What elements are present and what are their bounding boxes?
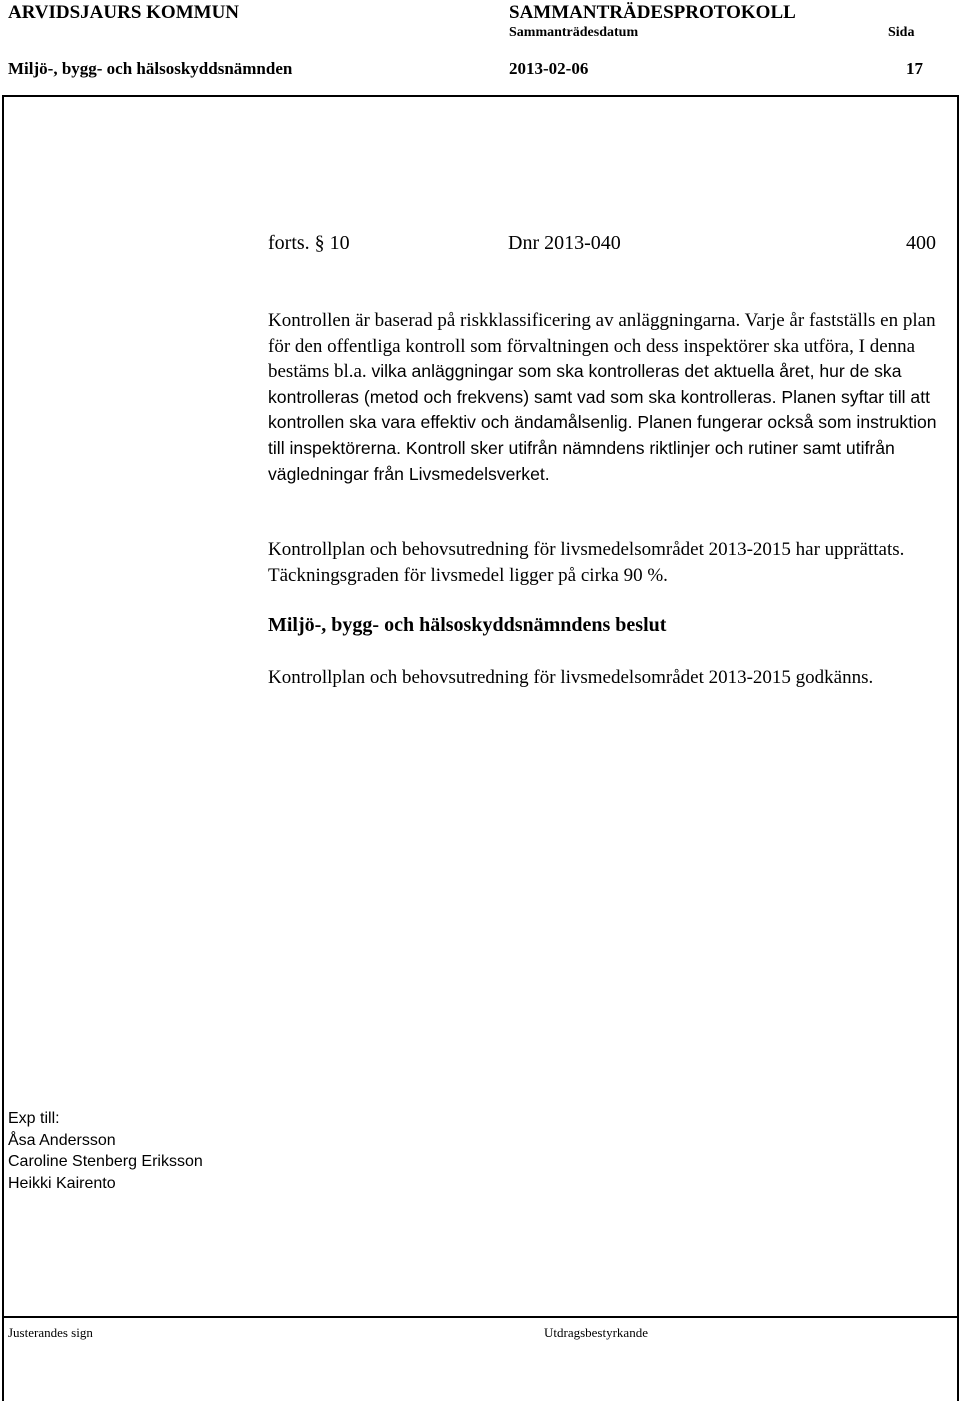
distribution-recipient: Åsa Andersson [8, 1131, 116, 1149]
body-paragraph-1 [268, 308, 948, 487]
case-continuation: forts. § 10 [268, 232, 350, 254]
committee-name: Miljö-, bygg- och hälsoskyddsnämnden [8, 59, 293, 78]
adjuster-sign-label: Justerandes sign [8, 1325, 93, 1340]
case-dnr: Dnr 2013-040 [508, 232, 621, 254]
body-paragraph-1-sans: vilka anläggningar som ska kontrolleras det aktuella året, hur de ska kontrolleras (metod och frekvens) samt vad som ska kontrolleras. Planen syftar till att kontrollen ska vara effektiv och ändamålsenlig. Planen fungerar också som instruktion till inspektörerna. Kontroll sker utifrån nämndens riktlinjer och rutiner samt utifrån vägledningar från Livsmedelsverket. [268, 361, 937, 484]
signature-divider [2, 1316, 959, 1318]
decision-heading: Miljö-, bygg- och hälsoskyddsnämndens beslut [268, 614, 667, 636]
distribution-label: Exp till: [8, 1110, 60, 1127]
distribution-recipient: Heikki Kairento [8, 1174, 116, 1192]
body-paragraph-1-serif: Kontrollen är baserad på riskklassificering av anläggningarna. Varje år fastställs en plan för den offentliga kontroll som förvaltningen och dess inspektörer ska utföra, I denna bestäms bl.a. [268, 310, 936, 383]
meeting-date: 2013-02-06 [509, 59, 589, 78]
body-paragraph-2: Kontrollplan och behovsutredning för livsmedelsområdet 2013-2015 har upprättats. Täckningsgraden för livsmedel ligger på cirka 90 %. [268, 539, 905, 586]
page-number: 17 [906, 59, 923, 78]
meeting-date-label: Sammanträdesdatum [509, 25, 639, 40]
protocol-frame [2, 95, 959, 1401]
municipality-name: ARVIDSJAURS KOMMUN [8, 2, 240, 23]
page-label: Sida [888, 25, 915, 40]
case-code: 400 [906, 232, 936, 254]
distribution-recipient: Caroline Stenberg Eriksson [8, 1153, 203, 1170]
document-title: SAMMANTRÄDESPROTOKOLL [509, 2, 796, 23]
decision-text: Kontrollplan och behovsutredning för livsmedelsområdet 2013-2015 godkänns. [268, 667, 874, 688]
distribution-list [8, 1108, 203, 1194]
extract-certification-label: Utdragsbestyrkande [544, 1325, 648, 1340]
